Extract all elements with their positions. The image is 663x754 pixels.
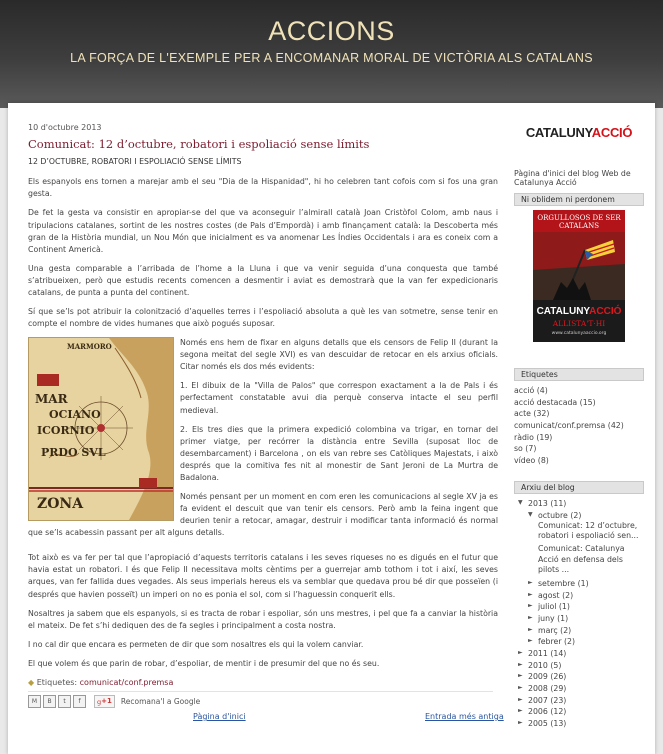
archive-month[interactable]: agost (2)	[538, 590, 574, 600]
home-page-link[interactable]: Pàgina d'inici	[193, 712, 246, 721]
expand-right-icon[interactable]: ►	[518, 695, 523, 703]
remember-heading: Ni oblidem ni perdonem	[514, 193, 644, 206]
post-subheading: 12 D’OCTUBRE, ROBATORI I ESPOLIACIÓ SENSE LÍMITS	[28, 157, 242, 167]
label-item[interactable]: so (7)	[514, 444, 537, 454]
archive-month[interactable]: octubre (2)	[538, 510, 582, 520]
label-item[interactable]: acció destacada (15)	[514, 397, 596, 407]
expand-right-icon[interactable]: ►	[518, 672, 523, 680]
post-footer-divider	[28, 691, 493, 692]
post-paragraph: Sí que se’ls pot atribuir la colonització d’aquelles terres i l’espoliació absoluta a què les van sotmetre, sense tenir en compte el nombre de vides humanes que això pogués suposar.	[28, 306, 498, 329]
archive-month[interactable]: març (2)	[538, 625, 572, 635]
blog-header	[0, 0, 663, 108]
label-item[interactable]: ràdio (19)	[514, 432, 553, 442]
expand-down-icon[interactable]: ▼	[528, 510, 533, 518]
post	[28, 122, 498, 708]
post-paragraph: 1. El dibuix de la "Villa de Palos" que correspon exactament a la de Pals i és perfectament constatable avui dia perquè conserva intacte el seu perfil medieval.	[180, 381, 498, 415]
expand-right-icon[interactable]: ►	[518, 660, 523, 668]
campaign-poster[interactable]	[533, 210, 625, 342]
label-item[interactable]: vídeo (8)	[514, 456, 549, 466]
sidebar	[514, 122, 644, 730]
post-labels	[28, 677, 498, 689]
expand-right-icon[interactable]: ►	[518, 684, 523, 691]
blog-archive	[514, 498, 644, 730]
facebook-share-icon[interactable]: f	[73, 695, 86, 708]
post-paragraph: De fet la gesta va consistir en apropiar-se del que va aconseguir l’almirall català Joan Cristòfol Colom, amb naus i tripulacions catalanes, sortint de les nostres costes (de Pals d’Empordà) i amb finançament català: la Descoberta més gran de la Història mundial, un Nou Món que inicialment es va anomenar Les Índies Occidentals i ara es coneix com a Continent Americà.	[28, 208, 498, 254]
archive-post-link[interactable]: Comunicat: 12 d’octubre, robatori i espoliació sen...	[538, 521, 639, 541]
poster-cta: ALLISTA'T·HI	[552, 319, 606, 328]
archive-year[interactable]: 2011 (14)	[528, 648, 567, 658]
map-label: ZONA	[37, 496, 84, 513]
archive-year[interactable]: 2005 (13)	[528, 719, 567, 729]
post-float-section	[28, 337, 498, 546]
expand-right-icon[interactable]: ►	[528, 578, 533, 586]
blogthis-share-icon[interactable]: B	[43, 695, 56, 708]
label-item[interactable]: comunicat/conf.premsa (42)	[514, 421, 624, 431]
archive-month[interactable]: setembre (1)	[538, 578, 589, 588]
recommend-google-text: Recomana'l a Google	[120, 697, 201, 707]
share-bar	[28, 695, 498, 708]
expand-right-icon[interactable]: ►	[518, 648, 523, 656]
expand-right-icon[interactable]: ►	[528, 590, 533, 598]
blog-subtitle: LA FORÇA DE L'EXEMPLE PER A ENCOMANAR MORAL DE VICTÒRIA ALS CATALANS	[70, 51, 593, 65]
map-label: ICORNIO	[37, 424, 95, 438]
archive-year[interactable]: 2006 (12)	[528, 707, 567, 717]
older-post-link[interactable]: Entrada més antiga	[425, 712, 504, 721]
archive-heading: Arxiu del blog	[514, 481, 644, 494]
post-paragraph: Tot això es va fer per tal que l’apropiació d’aquests territoris catalans i les seves riqueses no es digués en el futur que havia estat un robatori. I és que Felip II necessitava molts cèntims per a guerrejar amb tothom i tot i així, les seves arques, van fer fallida dues vegades. Als seus imperials hereus els va semblar que quedava prou bé dir que posseïen (i després que havien posseït) un imperi on no es ponia el sol, com si l’haguessin conquerit ells.	[28, 553, 498, 599]
labels-list	[514, 385, 644, 467]
poster-brand: CATALUNYACCIÓ	[536, 306, 622, 317]
twitter-share-icon[interactable]: t	[58, 695, 71, 708]
poster-url: www.catalunyaaccio.org	[551, 331, 607, 336]
post-paragraph: Nosaltres ja sabem que els espanyols, si es tracta de robar i espoliar, són uns mestres, i pel que fa a canviar la història el mateix. De fet s’hi dediquen des de fa segles i principalment a costa nostra.	[28, 608, 498, 630]
expand-right-icon[interactable]: ►	[518, 719, 523, 727]
archive-month[interactable]: febrer (2)	[538, 637, 576, 647]
labels-prefix: Etiquetes:	[36, 677, 78, 687]
archive-year[interactable]: 2008 (29)	[528, 684, 567, 693]
catalunya-accio-logo[interactable]: CATALUNYACCIÓ	[525, 125, 633, 140]
post-date: 10 d'octubre 2013	[28, 123, 102, 132]
post-paragraph: Els espanyols ens tornen a marejar amb el seu "Dia de la Hispanidad", hi ho celebren tant cofois com si fos una gran gesta.	[28, 177, 498, 199]
archive-year[interactable]: 2010 (5)	[528, 660, 562, 670]
google-plusone-button[interactable]: g +1	[94, 695, 115, 708]
tag-icon: ◆	[28, 677, 35, 687]
poster-headline: ORGULLOSOS DE SER CATALANS	[537, 214, 621, 231]
label-item[interactable]: acte (32)	[514, 409, 550, 419]
expand-right-icon[interactable]: ►	[528, 637, 533, 645]
post-paragraph: 2. Els tres dies que la primera expedició colombina va trigar, en tornar del primer viatge, per recórrer la distància entre Sevilla (suposat lloc de desembarcament) i Barcelona , on els van rebre ses Catòliques Majestats, i això després que la comitiva fes nit al monestir de Sant Jeroni de La Murtra de Badalona.	[180, 424, 498, 482]
map-label: MAR	[35, 392, 68, 407]
post-paragraph: El que volem és que parin de robar, d’espoliar, de mentir i de presumir del que no és seu.	[28, 658, 380, 668]
archive-month[interactable]: juliol (1)	[538, 602, 570, 612]
content-area	[8, 103, 655, 754]
post-paragraph: Només ens hem de fixar en alguns detalls que els censors de Felip II (durant la segona meitat del segle XVI) es van descuidar de retocar en els arxius oficials. Citar només els dos més evidents:	[180, 338, 498, 372]
archive-year[interactable]: 2009 (26)	[528, 672, 567, 682]
archive-year[interactable]: 2013 (11)	[528, 498, 567, 508]
post-title[interactable]: Comunicat: 12 d’octubre, robatori i espoliació sense límits	[28, 137, 370, 152]
label-link-comunicat[interactable]: comunicat/conf.premsa	[79, 677, 174, 687]
expand-right-icon[interactable]: ►	[528, 602, 533, 610]
blog-home-link[interactable]: Pàgina d'inici del blog Web de Catalunya Acció	[514, 169, 631, 187]
email-share-icon[interactable]: M	[28, 695, 41, 708]
archive-year[interactable]: 2007 (23)	[528, 695, 567, 705]
post-paragraph: Només pensant per un moment en com eren les comunicacions al segle XV ja es fa evident el descuit que van tenir els censors. Però amb la feina ingent que deurien tenir a retocar, amagar, destruir i modificar tanta informació és normal que se’ls acabessin passant per alt alguns detalls.	[28, 492, 498, 538]
post-paragraph: Una gesta comparable a l’arribada de l’home a la Lluna i que va venir seguida d’una conquesta que també s’atribueixen, però que estudis recents comencen a desmentir i aviat es demostrarà que la van fer expedicionaris catalans, de punta a punta del continent.	[28, 263, 498, 297]
expand-right-icon[interactable]: ►	[528, 625, 533, 633]
blog-title[interactable]: ACCIONS	[268, 16, 395, 46]
labels-heading: Etiquetes	[514, 368, 644, 381]
expand-down-icon[interactable]: ▼	[518, 498, 523, 506]
archive-post-link[interactable]: Comunicat: Catalunya Acció en defensa dels pilots ...	[538, 544, 625, 574]
old-map-image[interactable]	[28, 337, 174, 521]
expand-right-icon[interactable]: ►	[528, 613, 533, 621]
map-label: OCIANO	[49, 408, 101, 422]
map-label: PRDO SVL	[41, 446, 106, 460]
expand-right-icon[interactable]: ►	[518, 707, 523, 715]
label-item[interactable]: acció (4)	[514, 386, 548, 395]
post-paragraph: I no cal dir que encara es permeten de dir que som nosaltres els qui la volem canviar.	[28, 639, 364, 649]
archive-month[interactable]: juny (1)	[538, 613, 569, 623]
map-label: MARMORO	[67, 342, 112, 352]
